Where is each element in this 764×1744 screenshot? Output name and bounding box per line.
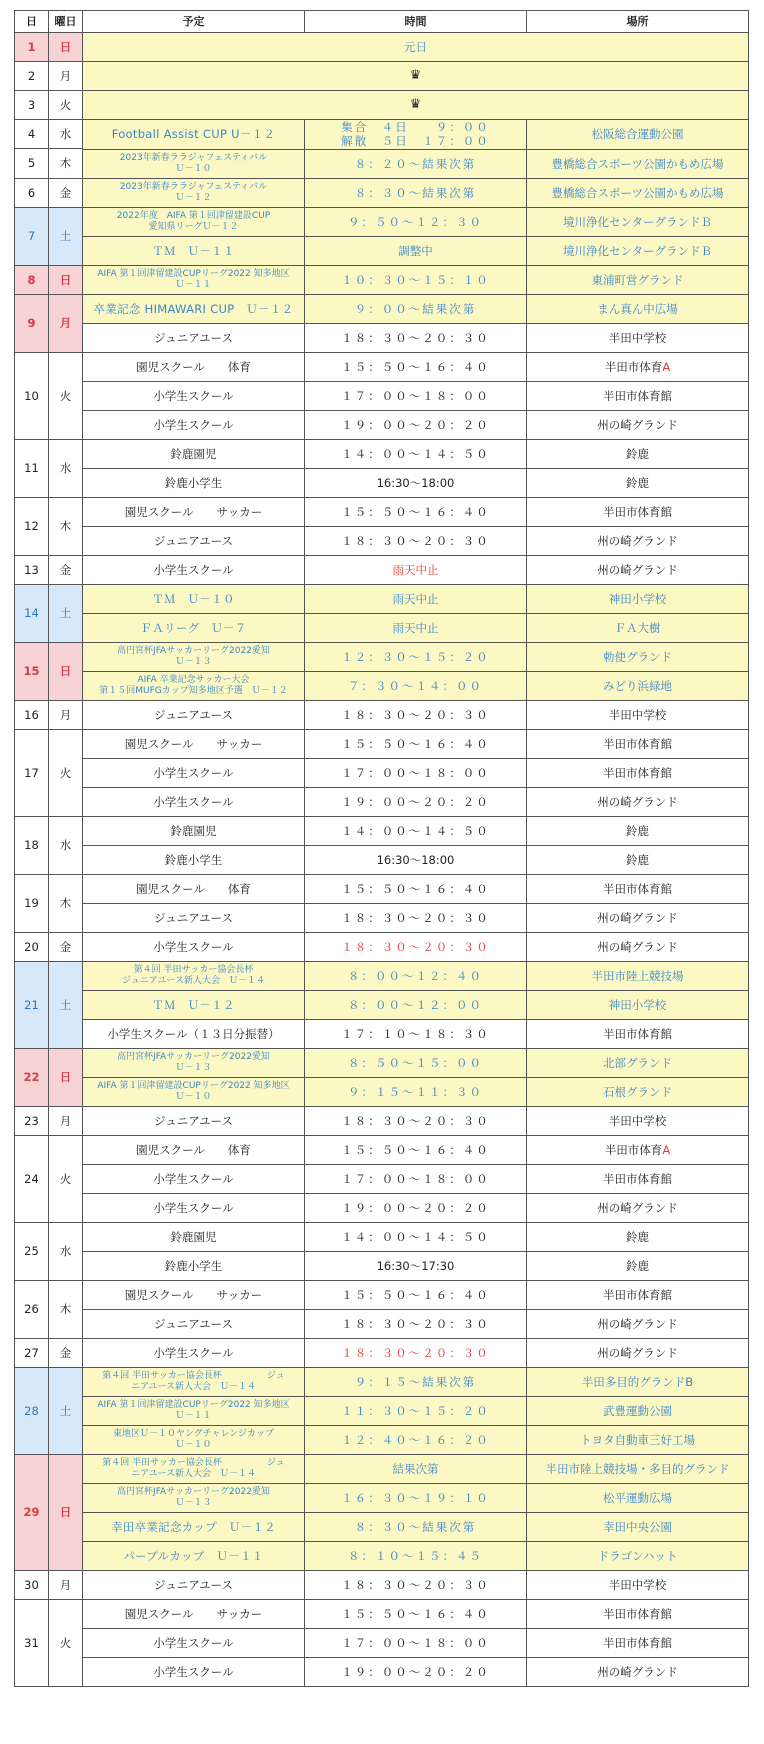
place-cell: 半田市体育館 bbox=[527, 1164, 749, 1193]
place-cell: 豊橋総合スポーツ公園かもめ広場 bbox=[527, 149, 749, 178]
time-cell: １２：３０～１５：２０ bbox=[305, 642, 527, 671]
time-cell: ８：１０～１５：４５ bbox=[305, 1541, 527, 1570]
event-cell: ジュニアユース bbox=[83, 1309, 305, 1338]
schedule-table bbox=[14, 10, 749, 1687]
place-cell: 州の崎グランド bbox=[527, 526, 749, 555]
time-cell: １６：３０～１９：１０ bbox=[305, 1483, 527, 1512]
time-cell: ７：３０～１４：００ bbox=[305, 671, 527, 700]
event-cell: 鈴鹿小学生 bbox=[83, 845, 305, 874]
weekday-cell: 火 bbox=[49, 1135, 83, 1222]
day-cell: 11 bbox=[15, 439, 49, 497]
header-day: 日 bbox=[15, 11, 49, 33]
place-cell: まん真ん中広場 bbox=[527, 294, 749, 323]
place-cell bbox=[527, 1135, 749, 1164]
event-cell: 2023年新春ララジャフェスティバル Ｕ－１０ bbox=[83, 149, 305, 178]
time-cell: ８：３０～結果次第 bbox=[305, 178, 527, 207]
time-cell: １７：００～１８：００ bbox=[305, 381, 527, 410]
event-cell: 小学生スクール bbox=[83, 1657, 305, 1686]
time-cell: １５：５０～１６：４０ bbox=[305, 729, 527, 758]
holiday-cell: 元日 bbox=[83, 33, 749, 62]
time-cell: ９：００～結果次第 bbox=[305, 294, 527, 323]
table-row bbox=[15, 1193, 749, 1222]
table-row bbox=[15, 410, 749, 439]
time-cell: １４：００～１４：５０ bbox=[305, 816, 527, 845]
place-cell: 鈴鹿 bbox=[527, 1251, 749, 1280]
event-cell: 小学生スクール bbox=[83, 410, 305, 439]
place-cell: ドラゴンハット bbox=[527, 1541, 749, 1570]
crown-icon: ♛ bbox=[83, 62, 749, 91]
table-row bbox=[15, 1483, 749, 1512]
table-row bbox=[15, 1425, 749, 1454]
event-cell: 2023年新春ララジャフェスティバル Ｕ－１２ bbox=[83, 178, 305, 207]
place-cell: 鈴鹿 bbox=[527, 816, 749, 845]
place-cell: 松平運動広場 bbox=[527, 1483, 749, 1512]
event-cell: ＴＭ Ｕ－１１ bbox=[83, 236, 305, 265]
place-cell: 勅使グランド bbox=[527, 642, 749, 671]
table-row bbox=[15, 671, 749, 700]
table-row bbox=[15, 1164, 749, 1193]
time-cell: ８：３０～結果次第 bbox=[305, 1512, 527, 1541]
event-cell: AIFA 第１回津留建設CUPリーグ2022 知多地区 Ｕ－１１ bbox=[83, 265, 305, 294]
table-row bbox=[15, 352, 749, 381]
weekday-cell: 金 bbox=[49, 932, 83, 961]
weekday-cell: 月 bbox=[49, 294, 83, 352]
table-row bbox=[15, 265, 749, 294]
place-cell: 州の崎グランド bbox=[527, 787, 749, 816]
header-weekday: 曜日 bbox=[49, 11, 83, 33]
place-cell: 武豊運動公園 bbox=[527, 1396, 749, 1425]
event-cell: 鈴鹿園児 bbox=[83, 1222, 305, 1251]
day-cell: 23 bbox=[15, 1106, 49, 1135]
day-cell: 8 bbox=[15, 265, 49, 294]
header-row bbox=[15, 11, 749, 33]
table-row bbox=[15, 1512, 749, 1541]
time-cell: １８：３０～２０：３０ bbox=[305, 1309, 527, 1338]
weekday-cell: 金 bbox=[49, 555, 83, 584]
table-row bbox=[15, 642, 749, 671]
time-cell: １８：３０～２０：３０ bbox=[305, 323, 527, 352]
time-cell: ８：２０～結果次第 bbox=[305, 149, 527, 178]
time-cell: １５：５０～１６：４０ bbox=[305, 1599, 527, 1628]
day-cell: 27 bbox=[15, 1338, 49, 1367]
weekday-cell: 月 bbox=[49, 62, 83, 91]
time-cell: １９：００～２０：２０ bbox=[305, 410, 527, 439]
place-text: 半田市体育 bbox=[604, 359, 663, 374]
table-row bbox=[15, 1338, 749, 1367]
time-cell: 16:30～18:00 bbox=[305, 845, 527, 874]
table-row bbox=[15, 1251, 749, 1280]
place-cell: 州の崎グランド bbox=[527, 932, 749, 961]
table-row bbox=[15, 961, 749, 990]
table-row bbox=[15, 903, 749, 932]
table-row bbox=[15, 1541, 749, 1570]
table-row bbox=[15, 1454, 749, 1483]
place-cell: 半田市体育館 bbox=[527, 381, 749, 410]
time-cell: １２：４０～１６：２０ bbox=[305, 1425, 527, 1454]
place-cell: 州の崎グランド bbox=[527, 1309, 749, 1338]
schedule-container bbox=[14, 10, 748, 1687]
crown-icon: ♛ bbox=[83, 91, 749, 120]
place-cell: 半田中学校 bbox=[527, 700, 749, 729]
place-cell: 北部グランド bbox=[527, 1048, 749, 1077]
event-cell: Football Assist CUP U－１２ bbox=[83, 120, 305, 150]
time-cell: １１：３０～１５：２０ bbox=[305, 1396, 527, 1425]
event-cell: 小学生スクール bbox=[83, 1338, 305, 1367]
time-cell: １８：３０～２０：３０ bbox=[305, 1106, 527, 1135]
weekday-cell: 日 bbox=[49, 1454, 83, 1570]
day-cell: 24 bbox=[15, 1135, 49, 1222]
place-cell: 境川浄化センターグランドＢ bbox=[527, 207, 749, 236]
table-row bbox=[15, 1628, 749, 1657]
day-cell: 6 bbox=[15, 178, 49, 207]
weekday-cell: 土 bbox=[49, 961, 83, 1048]
time-cell: １８：３０～２０：３０ bbox=[305, 526, 527, 555]
event-cell: ジュニアユース bbox=[83, 903, 305, 932]
weekday-cell: 月 bbox=[49, 1570, 83, 1599]
table-row bbox=[15, 91, 749, 120]
table-row bbox=[15, 758, 749, 787]
weekday-cell: 月 bbox=[49, 700, 83, 729]
day-cell: 25 bbox=[15, 1222, 49, 1280]
event-cell: 卒業記念 HIMAWARI CUP Ｕ－１２ bbox=[83, 294, 305, 323]
time-cell: １８：３０～２０：３０ bbox=[305, 932, 527, 961]
place-cell: みどり浜緑地 bbox=[527, 671, 749, 700]
place-cell: 半田市陸上競技場 bbox=[527, 961, 749, 990]
day-cell: 20 bbox=[15, 932, 49, 961]
day-cell: 30 bbox=[15, 1570, 49, 1599]
table-row bbox=[15, 294, 749, 323]
event-cell: ジュニアユース bbox=[83, 1570, 305, 1599]
table-row bbox=[15, 178, 749, 207]
day-cell: 9 bbox=[15, 294, 49, 352]
weekday-cell: 土 bbox=[49, 584, 83, 642]
time-cell: １９：００～２０：２０ bbox=[305, 1193, 527, 1222]
time-cell: 雨天中止 bbox=[305, 555, 527, 584]
weekday-cell: 金 bbox=[49, 1338, 83, 1367]
time-cell: １５：５０～１６：４０ bbox=[305, 1135, 527, 1164]
event-cell: 東地区Ｕ－１０ヤングチャレンジカップ Ｕ－１０ bbox=[83, 1425, 305, 1454]
time-cell: １７：１０～１８：３０ bbox=[305, 1019, 527, 1048]
weekday-cell: 木 bbox=[49, 497, 83, 555]
place-cell: 半田市体育館 bbox=[527, 874, 749, 903]
place-cell: 半田市体育館 bbox=[527, 1628, 749, 1657]
weekday-cell: 木 bbox=[49, 1280, 83, 1338]
event-cell: 園児スクール 体育 bbox=[83, 1135, 305, 1164]
table-row bbox=[15, 236, 749, 265]
weekday-cell: 土 bbox=[49, 207, 83, 265]
event-cell: 小学生スクール bbox=[83, 381, 305, 410]
time-cell: １４：００～１４：５０ bbox=[305, 1222, 527, 1251]
event-cell: AIFA 卒業記念サッカー大会 第１５回MUFGカップ知多地区予選 Ｕ－１２ bbox=[83, 671, 305, 700]
time-cell: ９：１５～結果次第 bbox=[305, 1367, 527, 1396]
table-row bbox=[15, 323, 749, 352]
day-cell: 2 bbox=[15, 62, 49, 91]
event-cell: 園児スクール サッカー bbox=[83, 1280, 305, 1309]
place-suffix: A bbox=[662, 359, 671, 374]
weekday-cell: 火 bbox=[49, 352, 83, 439]
weekday-cell: 土 bbox=[49, 1367, 83, 1454]
place-cell: 半田市体育館 bbox=[527, 497, 749, 526]
time-cell: 集合 ４日 ９：００ 解散 ５日 １７：００ bbox=[305, 120, 527, 150]
table-row bbox=[15, 787, 749, 816]
day-cell: 29 bbox=[15, 1454, 49, 1570]
table-row bbox=[15, 1222, 749, 1251]
day-cell: 7 bbox=[15, 207, 49, 265]
time-cell: １８：３０～２０：３０ bbox=[305, 700, 527, 729]
table-row bbox=[15, 1309, 749, 1338]
place-cell: 半田中学校 bbox=[527, 1570, 749, 1599]
event-cell: 幸田卒業記念カップ Ｕ－１２ bbox=[83, 1512, 305, 1541]
time-cell: 結果次第 bbox=[305, 1454, 527, 1483]
event-cell: 園児スクール 体育 bbox=[83, 352, 305, 381]
time-cell: １５：５０～１６：４０ bbox=[305, 352, 527, 381]
place-cell: 州の崎グランド bbox=[527, 1193, 749, 1222]
event-cell: 第４回 半田サッカー協会長杯 ジュニアユース新人大会 Ｕ－１４ bbox=[83, 961, 305, 990]
event-cell: 第４回 半田サッカー協会長杯 ジュ ニアユース新人大会 Ｕ－１４ bbox=[83, 1454, 305, 1483]
table-row bbox=[15, 120, 749, 149]
time-cell: 雨天中止 bbox=[305, 613, 527, 642]
place-cell: 鈴鹿 bbox=[527, 1222, 749, 1251]
weekday-cell: 日 bbox=[49, 265, 83, 294]
place-cell: 半田市体育館 bbox=[527, 729, 749, 758]
header-event: 予定 bbox=[83, 11, 305, 33]
day-cell: 5 bbox=[15, 149, 49, 179]
day-cell: 13 bbox=[15, 555, 49, 584]
event-cell: 園児スクール サッカー bbox=[83, 729, 305, 758]
event-cell: 2022年度 AIFA 第１回津留建設CUP 愛知県リーグＵ－１２ bbox=[83, 207, 305, 236]
time-cell: １８：３０～２０：３０ bbox=[305, 1338, 527, 1367]
event-cell: 小学生スクール（１３日分振替） bbox=[83, 1019, 305, 1048]
day-cell: 4 bbox=[15, 120, 49, 149]
table-row bbox=[15, 1280, 749, 1309]
day-cell: 1 bbox=[15, 33, 49, 62]
place-text: 半田市体育 bbox=[604, 1142, 663, 1157]
place-cell: ＦＡ大樹 bbox=[527, 613, 749, 642]
weekday-cell: 水 bbox=[49, 1222, 83, 1280]
event-cell: 園児スクール 体育 bbox=[83, 874, 305, 903]
time-cell: １５：５０～１６：４０ bbox=[305, 874, 527, 903]
table-row bbox=[15, 62, 749, 91]
table-row bbox=[15, 729, 749, 758]
weekday-cell: 月 bbox=[49, 1106, 83, 1135]
weekday-cell: 水 bbox=[49, 816, 83, 874]
time-cell: ９：１５～１１：３０ bbox=[305, 1077, 527, 1106]
weekday-cell: 火 bbox=[49, 91, 83, 120]
table-row bbox=[15, 1570, 749, 1599]
table-row bbox=[15, 439, 749, 468]
weekday-cell: 木 bbox=[49, 149, 83, 179]
day-cell: 19 bbox=[15, 874, 49, 932]
table-row bbox=[15, 845, 749, 874]
day-cell: 22 bbox=[15, 1048, 49, 1106]
day-cell: 28 bbox=[15, 1367, 49, 1454]
day-cell: 16 bbox=[15, 700, 49, 729]
place-cell: 東浦町営グランド bbox=[527, 265, 749, 294]
place-cell: 半田市体育館 bbox=[527, 1280, 749, 1309]
day-cell: 3 bbox=[15, 91, 49, 120]
time-cell: １７：００～１８：００ bbox=[305, 1164, 527, 1193]
time-cell: ８：００～１２：００ bbox=[305, 990, 527, 1019]
event-cell: AIFA 第１回津留建設CUPリーグ2022 知多地区 Ｕ－１０ bbox=[83, 1077, 305, 1106]
time-cell: １５：５０～１６：４０ bbox=[305, 497, 527, 526]
table-row bbox=[15, 874, 749, 903]
place-cell: 州の崎グランド bbox=[527, 555, 749, 584]
event-cell: 小学生スクール bbox=[83, 1628, 305, 1657]
event-cell: 高円宮杯JFAサッカーリーグ2022愛知 Ｕ－１３ bbox=[83, 1048, 305, 1077]
day-cell: 10 bbox=[15, 352, 49, 439]
place-cell: 州の崎グランド bbox=[527, 410, 749, 439]
place-cell: 石根グランド bbox=[527, 1077, 749, 1106]
event-cell: 小学生スクール bbox=[83, 1164, 305, 1193]
day-cell: 31 bbox=[15, 1599, 49, 1686]
event-cell: 鈴鹿小学生 bbox=[83, 1251, 305, 1280]
place-cell: 半田市体育館 bbox=[527, 758, 749, 787]
place-cell: トヨタ自動車三好工場 bbox=[527, 1425, 749, 1454]
place-cell: 州の崎グランド bbox=[527, 1657, 749, 1686]
place-cell: 幸田中央公園 bbox=[527, 1512, 749, 1541]
place-cell: 鈴鹿 bbox=[527, 468, 749, 497]
time-cell: ８：００～１２：４０ bbox=[305, 961, 527, 990]
place-cell: 境川浄化センターグランドＢ bbox=[527, 236, 749, 265]
event-cell: 小学生スクール bbox=[83, 1193, 305, 1222]
time-cell: １９：００～２０：２０ bbox=[305, 1657, 527, 1686]
table-row bbox=[15, 932, 749, 961]
table-row bbox=[15, 1019, 749, 1048]
place-cell: 鈴鹿 bbox=[527, 845, 749, 874]
weekday-cell: 木 bbox=[49, 874, 83, 932]
table-row bbox=[15, 613, 749, 642]
time-cell: 調整中 bbox=[305, 236, 527, 265]
place-cell: 州の崎グランド bbox=[527, 1338, 749, 1367]
event-cell: ＴＭ Ｕ－１０ bbox=[83, 584, 305, 613]
time-cell: １９：００～２０：２０ bbox=[305, 787, 527, 816]
table-row bbox=[15, 149, 749, 178]
place-cell: 半田中学校 bbox=[527, 323, 749, 352]
event-cell: 鈴鹿園児 bbox=[83, 816, 305, 845]
weekday-cell: 日 bbox=[49, 1048, 83, 1106]
event-cell: 園児スクール サッカー bbox=[83, 497, 305, 526]
table-row bbox=[15, 1077, 749, 1106]
table-row bbox=[15, 381, 749, 410]
time-cell: １５：５０～１６：４０ bbox=[305, 1280, 527, 1309]
day-cell: 17 bbox=[15, 729, 49, 816]
time-cell: ８：５０～１５：００ bbox=[305, 1048, 527, 1077]
weekday-cell: 金 bbox=[49, 178, 83, 207]
place-cell: 豊橋総合スポーツ公園かもめ広場 bbox=[527, 178, 749, 207]
event-cell: パープルカップ Ｕ－１１ bbox=[83, 1541, 305, 1570]
place-suffix: A bbox=[662, 1142, 671, 1157]
day-cell: 14 bbox=[15, 584, 49, 642]
event-cell: 鈴鹿小学生 bbox=[83, 468, 305, 497]
table-row bbox=[15, 555, 749, 584]
place-cell: 鈴鹿 bbox=[527, 439, 749, 468]
header-time: 時間 bbox=[305, 11, 527, 33]
time-cell: １７：００～１８：００ bbox=[305, 758, 527, 787]
event-cell: ＦＡリーグ Ｕ－７ bbox=[83, 613, 305, 642]
table-row bbox=[15, 1367, 749, 1396]
time-cell: １０：３０～１５：１０ bbox=[305, 265, 527, 294]
table-row bbox=[15, 700, 749, 729]
event-cell: 小学生スクール bbox=[83, 555, 305, 584]
place-cell: 州の崎グランド bbox=[527, 903, 749, 932]
time-cell: 16:30～18:00 bbox=[305, 468, 527, 497]
table-row bbox=[15, 1599, 749, 1628]
event-cell: 鈴鹿園児 bbox=[83, 439, 305, 468]
event-cell: 小学生スクール bbox=[83, 932, 305, 961]
time-cell: ９：５０～１２：３０ bbox=[305, 207, 527, 236]
event-cell: 園児スクール サッカー bbox=[83, 1599, 305, 1628]
place-cell bbox=[527, 352, 749, 381]
time-cell: 雨天中止 bbox=[305, 584, 527, 613]
weekday-cell: 日 bbox=[49, 33, 83, 62]
place-cell: 神田小学校 bbox=[527, 584, 749, 613]
time-cell: １８：３０～２０：３０ bbox=[305, 903, 527, 932]
event-cell: 小学生スクール bbox=[83, 758, 305, 787]
place-cell: 半田市体育館 bbox=[527, 1019, 749, 1048]
event-cell: ジュニアユース bbox=[83, 700, 305, 729]
weekday-cell: 火 bbox=[49, 729, 83, 816]
table-row bbox=[15, 207, 749, 236]
day-cell: 15 bbox=[15, 642, 49, 700]
day-cell: 21 bbox=[15, 961, 49, 1048]
place-cell: 半田市体育館 bbox=[527, 1599, 749, 1628]
table-row bbox=[15, 990, 749, 1019]
time-cell: １４：００～１４：５０ bbox=[305, 439, 527, 468]
table-row bbox=[15, 1048, 749, 1077]
event-cell: ＴＭ Ｕ－１２ bbox=[83, 990, 305, 1019]
time-cell: １８：３０～２０：３０ bbox=[305, 1570, 527, 1599]
place-cell: 半田中学校 bbox=[527, 1106, 749, 1135]
place-cell: 半田市陸上競技場・多目的グランド bbox=[527, 1454, 749, 1483]
event-cell: AIFA 第１回津留建設CUPリーグ2022 知多地区 Ｕ－１１ bbox=[83, 1396, 305, 1425]
weekday-cell: 水 bbox=[49, 439, 83, 497]
day-cell: 18 bbox=[15, 816, 49, 874]
table-row bbox=[15, 1657, 749, 1686]
place-cell: 神田小学校 bbox=[527, 990, 749, 1019]
table-row bbox=[15, 1106, 749, 1135]
event-cell: ジュニアユース bbox=[83, 1106, 305, 1135]
event-cell: ジュニアユース bbox=[83, 526, 305, 555]
table-row bbox=[15, 468, 749, 497]
table-row bbox=[15, 526, 749, 555]
event-cell: 第４回 半田サッカー協会長杯 ジュ ニアユース新人大会 Ｕ－１４ bbox=[83, 1367, 305, 1396]
table-row bbox=[15, 584, 749, 613]
event-cell: 小学生スクール bbox=[83, 787, 305, 816]
event-cell: 高円宮杯JFAサッカーリーグ2022愛知 Ｕ－１３ bbox=[83, 642, 305, 671]
time-cell: １７：００～１８：００ bbox=[305, 1628, 527, 1657]
event-cell: ジュニアユース bbox=[83, 323, 305, 352]
event-cell: 高円宮杯JFAサッカーリーグ2022愛知 Ｕ－１３ bbox=[83, 1483, 305, 1512]
weekday-cell: 水 bbox=[49, 120, 83, 149]
place-cell: 松阪総合運動公園 bbox=[527, 120, 749, 150]
table-row bbox=[15, 33, 749, 62]
time-cell: 16:30～17:30 bbox=[305, 1251, 527, 1280]
day-cell: 26 bbox=[15, 1280, 49, 1338]
place-cell: 半田多目的グランドB bbox=[527, 1367, 749, 1396]
table-row bbox=[15, 816, 749, 845]
table-row bbox=[15, 1396, 749, 1425]
header-place: 場所 bbox=[527, 11, 749, 33]
weekday-cell: 火 bbox=[49, 1599, 83, 1686]
day-cell: 12 bbox=[15, 497, 49, 555]
table-row bbox=[15, 497, 749, 526]
table-row bbox=[15, 1135, 749, 1164]
weekday-cell: 日 bbox=[49, 642, 83, 700]
